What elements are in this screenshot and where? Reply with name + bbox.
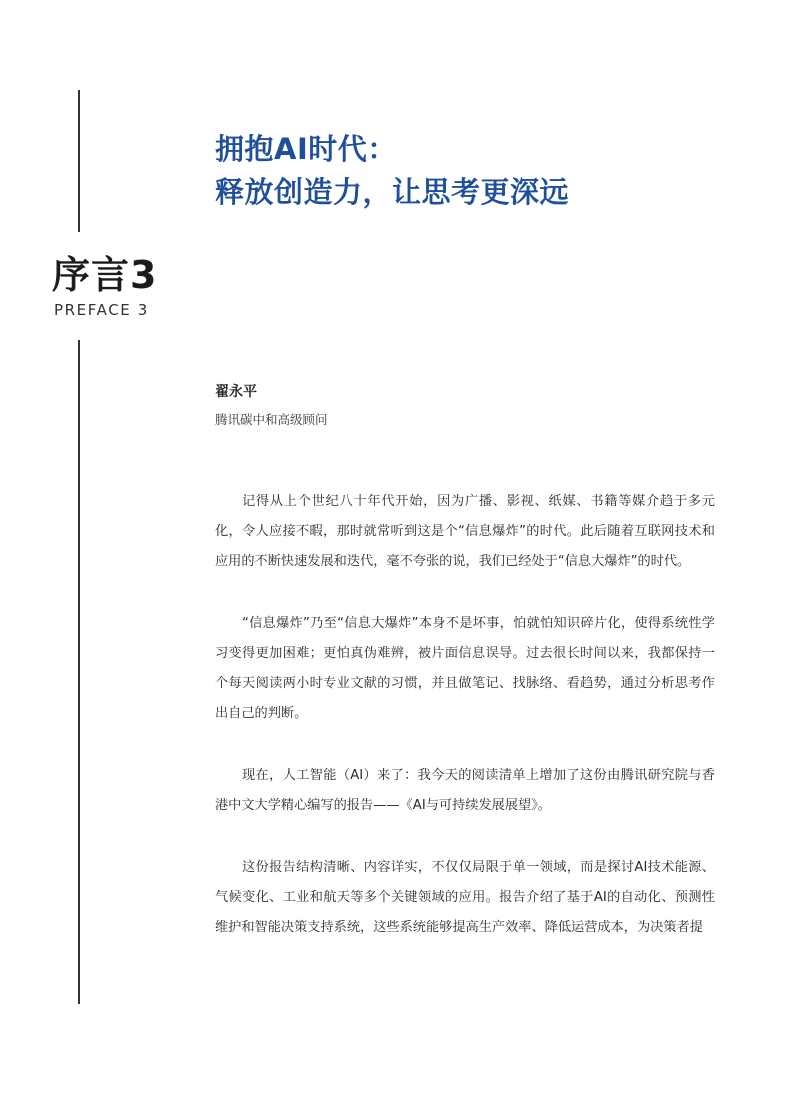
headline-line-1: 拥抱AI时代：	[215, 132, 397, 166]
paragraph: 现在，人工智能（AI）来了：我今天的阅读清单上增加了这份由腾讯研究院与香港中文大学精心编写的报告——《AI与可持续发展展望》。	[215, 768, 715, 813]
author-title: 腾讯碳中和高级顾问	[215, 412, 328, 427]
paragraph: 记得从上个世纪八十年代开始，因为广播、影视、纸媒、书籍等媒介趋于多元化，令人应接不暇，那时就常听到这是个“信息爆炸”的时代。此后随着互联网技术和应用的不断快速发展和迭代，毫不夸张的说，我们已经处于“信息大爆炸”的时代。	[215, 494, 715, 569]
left-vertical-rule-bottom	[78, 340, 80, 1004]
body-text	[215, 487, 715, 975]
left-vertical-rule-top	[78, 90, 80, 232]
author-name: 翟永平	[215, 384, 257, 400]
section-subtitle: PREFACE 3	[54, 301, 149, 319]
headline-line-2: 释放创造力，让思考更深远	[215, 175, 570, 209]
paragraph: 这份报告结构清晰、内容详实，不仅仅局限于单一领域，而是探讨AI技术能源、气候变化、工业和航天等多个关键领域的应用。报告介绍了基于AI的自动化、预测性维护和智能决策支持系统，这些系统能够提高生产效率、降低运营成本，为决策者提	[215, 860, 715, 935]
page-headline	[215, 128, 755, 214]
paragraph: “信息爆炸”乃至“信息大爆炸”本身不是坏事，怕就怕知识碎片化，使得系统性学习变得更加困难；更怕真伪难辨，被片面信息误导。过去很长时间以来，我都保持一个每天阅读两小时专业文献的习惯，并且做笔记、找脉络、看趋势，通过分析思考作出自己的判断。	[215, 616, 715, 721]
section-title: 序言3	[52, 253, 158, 297]
